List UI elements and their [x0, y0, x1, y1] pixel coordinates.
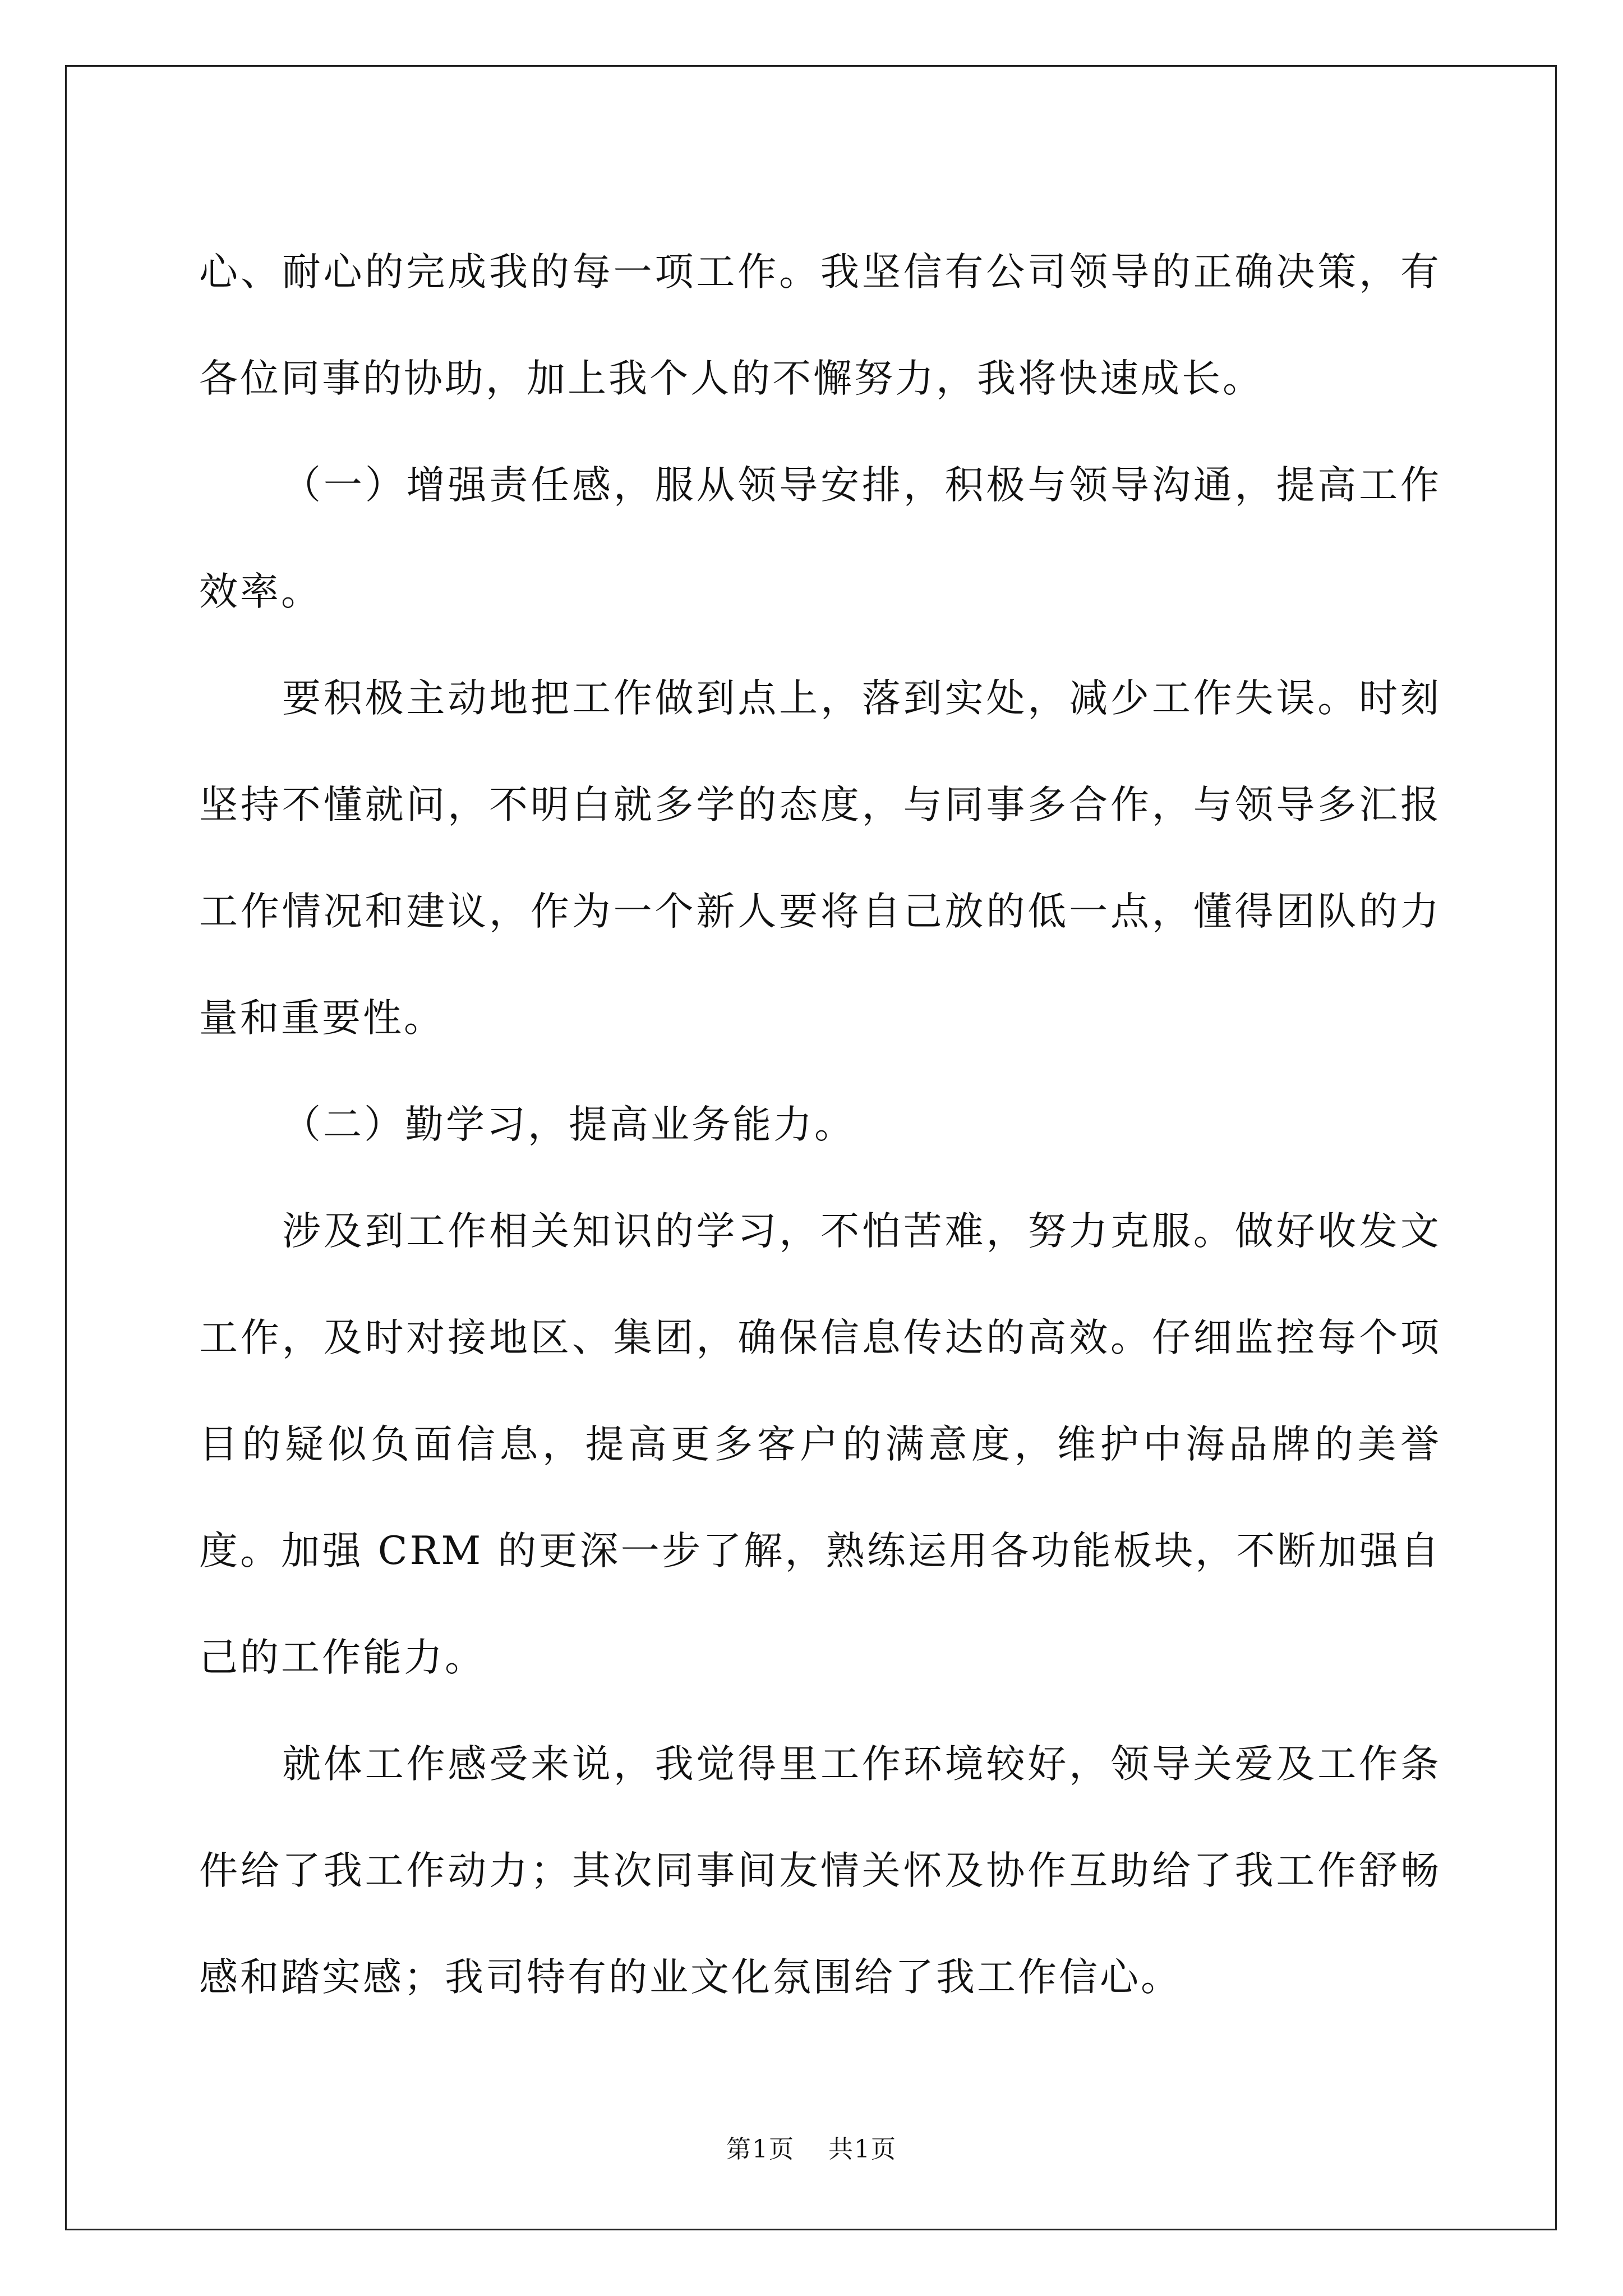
paragraph-2: （一）增强责任感，服从领导安排，积极与领导沟通，提高工作效率。: [199, 463, 1441, 614]
document-body: [199, 219, 1441, 2031]
page-footer: [0, 2129, 1623, 2165]
paragraph-5: 涉及到工作相关知识的学习，不怕苦难，努力克服。做好收发文工作，及时对接地区、集团，确保信息传达的高效。仔细监控每个项目的疑似负面信息，提高更多客户的满意度，维护中海品牌的美誉度。加强 CRM 的更深一步了解，熟练运用各功能板块，不断加强自己的工作能力。: [199, 1209, 1441, 1680]
page-total: 共1页: [828, 2135, 897, 2164]
paragraph-6: 就体工作感受来说，我觉得里工作环境较好，领导关爱及工作条件给了我工作动力；其次同事间友情关怀及协作互助给了我工作舒畅感和踏实感；我司特有的业文化氛围给了我工作信心。: [199, 1742, 1441, 2000]
paragraph-1: 心、耐心的完成我的每一项工作。我坚信有公司领导的正确决策，有各位同事的协助，加上我个人的不懈努力，我将快速成长。: [199, 250, 1441, 401]
page-number: 第1页: [726, 2135, 795, 2164]
paragraph-4: （二）勤学习，提高业务能力。: [282, 1102, 855, 1147]
paragraph-3: 要积极主动地把工作做到点上，落到实处，减少工作失误。时刻坚持不懂就问，不明白就多学的态度，与同事多合作，与领导多汇报工作情况和建议，作为一个新人要将自己放的低一点，懂得团队的力量和重要性。: [199, 676, 1441, 1041]
